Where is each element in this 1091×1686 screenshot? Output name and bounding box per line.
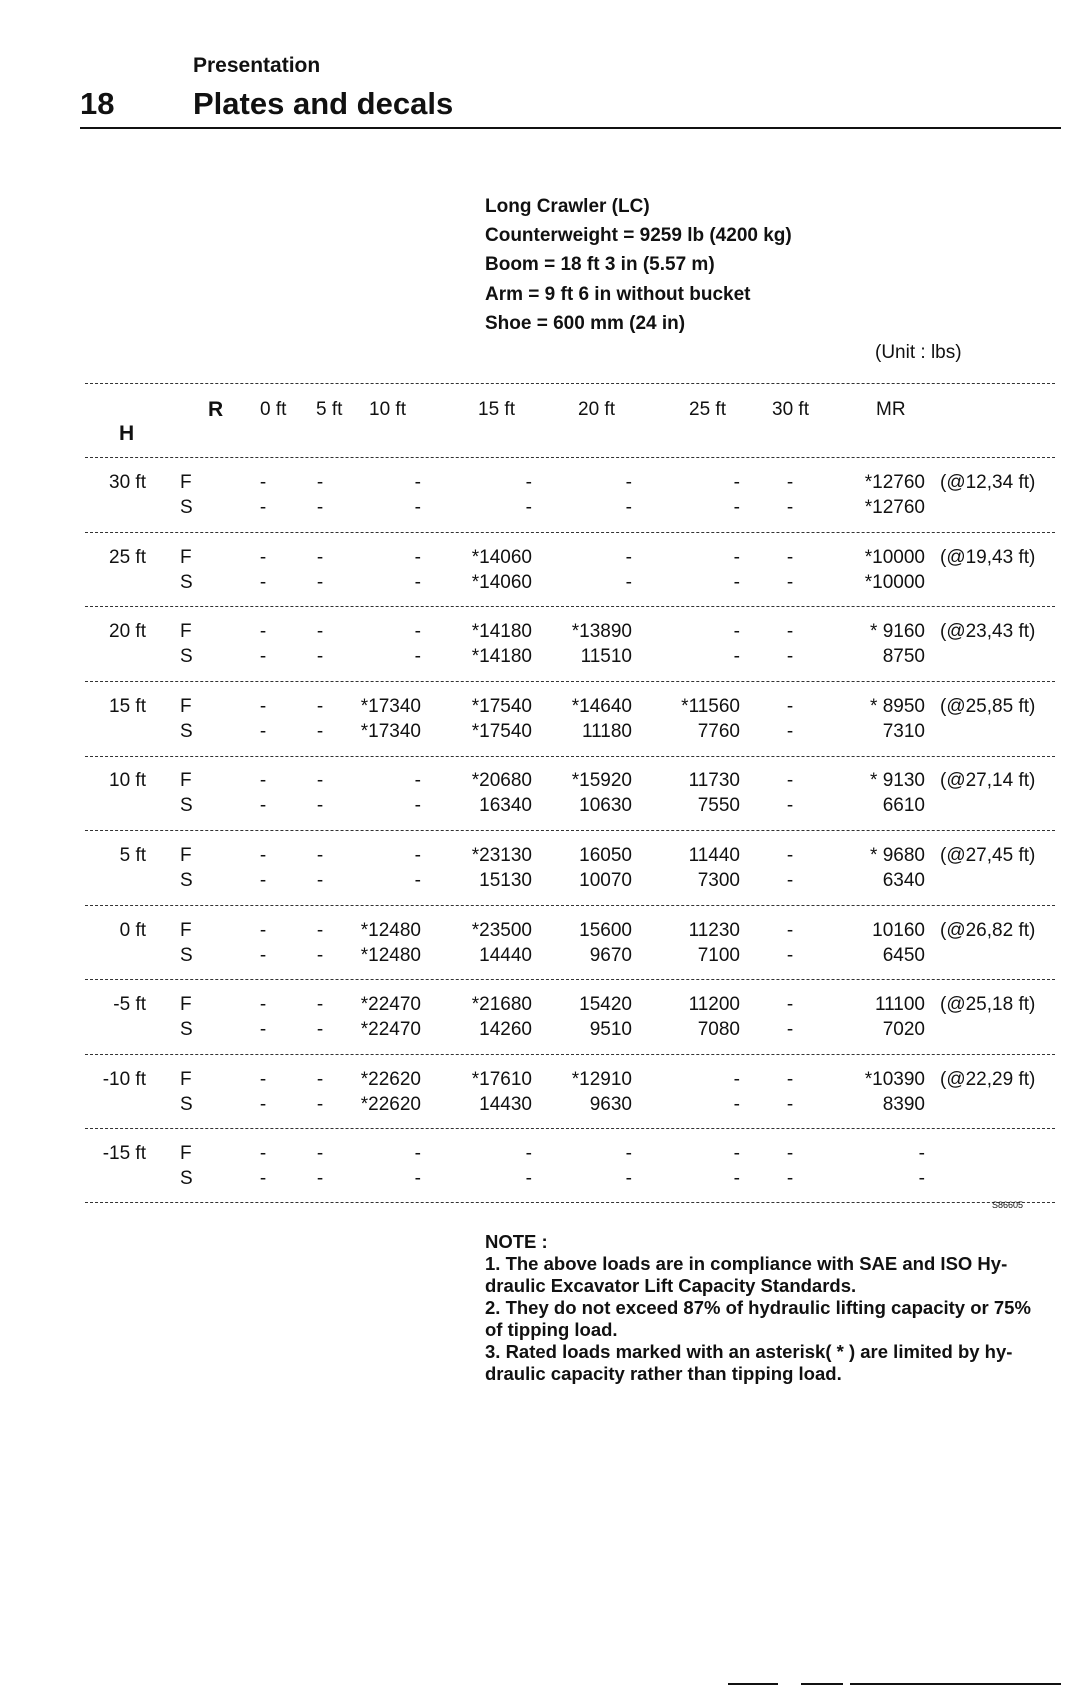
capacity-value: *12910: [571, 1068, 632, 1090]
capacity-value: -: [786, 646, 794, 668]
row-type-label: S: [180, 646, 193, 668]
capacity-value: -: [414, 472, 421, 493]
note-line: of tipping load.: [485, 1319, 618, 1340]
capacity-value: 10630: [579, 795, 632, 817]
capacity-value: *13890: [571, 621, 632, 643]
column-header: 0 ft: [260, 399, 287, 420]
capacity-value: -: [259, 1168, 267, 1190]
capacity-value: 16340: [479, 795, 532, 817]
capacity-value: -: [316, 571, 324, 593]
capacity-value: -: [786, 720, 794, 742]
capacity-value: -: [316, 994, 324, 1016]
capacity-value: *14180: [471, 646, 532, 668]
capacity-value: *21680: [471, 994, 532, 1016]
capacity-value: 6340: [882, 870, 925, 891]
row-type-label: S: [180, 571, 193, 593]
capacity-value: 14430: [479, 1093, 532, 1115]
capacity-value: -: [316, 695, 324, 717]
capacity-value: *12760: [864, 497, 925, 518]
column-header: 5 ft: [316, 399, 343, 420]
spec-line: Long Crawler (LC): [485, 196, 650, 217]
capacity-value: -: [786, 1168, 794, 1190]
capacity-value: -: [733, 1168, 740, 1190]
capacity-value: *23500: [471, 919, 532, 941]
dashed-separator: [85, 681, 1055, 682]
spec-line: Shoe = 600 mm (24 in): [485, 313, 686, 334]
capacity-value: *22470: [360, 994, 421, 1016]
capacity-value: 15420: [579, 994, 632, 1016]
height-label: -5 ft: [113, 994, 146, 1016]
capacity-value: -: [259, 795, 267, 817]
row-type-label: F: [180, 1068, 192, 1090]
page-title: Plates and decals: [193, 86, 454, 121]
capacity-value: -: [625, 497, 632, 518]
capacity-value: -: [733, 646, 740, 668]
capacity-value: *10000: [864, 571, 925, 593]
capacity-value: *14640: [571, 695, 632, 717]
capacity-value: -: [733, 1068, 740, 1090]
unit-label: (Unit : lbs): [875, 342, 962, 363]
capacity-value: -: [259, 1019, 267, 1041]
capacity-value: -: [259, 994, 267, 1016]
capacity-value: -: [786, 845, 794, 866]
note-heading: NOTE :: [485, 1231, 548, 1252]
height-label: 5 ft: [119, 845, 146, 866]
height-label: -15 ft: [102, 1143, 146, 1165]
max-reach-note: (@22,29 ft): [940, 1068, 1036, 1090]
drawing-code: S86605: [992, 1200, 1024, 1210]
capacity-value: -: [786, 795, 794, 817]
section-label: Presentation: [193, 54, 321, 77]
capacity-value: -: [316, 1093, 324, 1115]
capacity-value: 11440: [688, 845, 740, 866]
max-reach-note: (@12,34 ft): [940, 472, 1036, 493]
capacity-value: 6610: [882, 795, 925, 817]
row-type-label: F: [180, 621, 192, 643]
column-header: 30 ft: [772, 399, 809, 420]
max-reach-note: (@27,45 ft): [940, 845, 1036, 866]
row-type-label: S: [180, 720, 193, 742]
row-type-label: F: [180, 770, 192, 792]
capacity-value: -: [625, 546, 632, 568]
capacity-value: -: [414, 1143, 421, 1165]
capacity-value: -: [316, 770, 324, 792]
capacity-value: -: [316, 870, 324, 891]
row-type-label: S: [180, 1168, 193, 1190]
capacity-value: 7080: [697, 1019, 740, 1041]
row-type-label: S: [180, 497, 193, 518]
height-label: 25 ft: [109, 546, 146, 568]
row-type-label: S: [180, 944, 193, 966]
column-header: 10 ft: [369, 399, 406, 420]
capacity-value: 11180: [581, 720, 632, 742]
capacity-value: 10160: [872, 919, 925, 941]
dashed-separator: [85, 457, 1055, 458]
capacity-value: -: [786, 571, 794, 593]
capacity-value: *12760: [864, 472, 925, 493]
capacity-value: -: [259, 770, 267, 792]
capacity-value: 9630: [589, 1093, 632, 1115]
capacity-value: -: [316, 919, 324, 941]
capacity-value: * 9680: [870, 845, 925, 866]
height-label: 20 ft: [109, 621, 146, 643]
capacity-value: 11230: [688, 919, 740, 941]
capacity-value: 15600: [579, 919, 632, 941]
capacity-value: -: [316, 944, 324, 966]
footer-rule: [801, 1683, 843, 1685]
capacity-value: *15920: [571, 770, 632, 792]
capacity-value: -: [733, 621, 740, 643]
capacity-value: -: [918, 1168, 925, 1190]
capacity-value: -: [259, 944, 267, 966]
capacity-value: -: [733, 1093, 740, 1115]
spec-line: Boom = 18 ft 3 in (5.57 m): [485, 254, 715, 275]
height-label: 30 ft: [109, 472, 146, 493]
capacity-value: 11510: [580, 646, 632, 668]
capacity-value: -: [733, 546, 740, 568]
capacity-value: -: [316, 845, 324, 866]
capacity-value: -: [259, 845, 267, 866]
capacity-value: *17610: [471, 1068, 532, 1090]
capacity-value: 9510: [589, 1019, 632, 1041]
dashed-separator: [85, 1128, 1055, 1129]
capacity-value: 14440: [479, 944, 532, 966]
capacity-value: -: [733, 1143, 740, 1165]
height-label: -10 ft: [102, 1068, 146, 1090]
capacity-value: 8390: [882, 1093, 925, 1115]
capacity-value: -: [414, 571, 421, 593]
capacity-value: -: [525, 1168, 532, 1190]
note-line: 1. The above loads are in compliance with SAE and ISO Hy-: [485, 1253, 1008, 1274]
capacity-value: -: [316, 795, 324, 817]
capacity-value: * 9160: [870, 621, 925, 643]
capacity-value: -: [316, 472, 324, 493]
capacity-value: -: [625, 571, 632, 593]
spec-line: Counterweight = 9259 lb (4200 kg): [485, 225, 792, 246]
capacity-value: -: [316, 546, 324, 568]
capacity-value: -: [259, 571, 267, 593]
capacity-value: * 8950: [870, 695, 925, 717]
note-line: draulic capacity rather than tipping load.: [485, 1363, 842, 1384]
capacity-value: -: [414, 646, 421, 668]
capacity-value: -: [733, 571, 740, 593]
capacity-value: -: [414, 546, 421, 568]
capacity-value: *17540: [471, 720, 532, 742]
capacity-value: -: [625, 1143, 632, 1165]
capacity-value: *10390: [864, 1068, 925, 1090]
capacity-value: 16050: [579, 845, 632, 866]
capacity-value: -: [259, 919, 267, 941]
dashed-separator: [85, 830, 1055, 831]
r-axis-label: R: [208, 398, 224, 421]
row-type-label: F: [180, 919, 192, 941]
capacity-value: *17340: [360, 720, 421, 742]
capacity-value: -: [525, 497, 532, 518]
capacity-value: -: [733, 472, 740, 493]
capacity-value: -: [414, 621, 421, 643]
capacity-value: -: [414, 845, 421, 866]
max-reach-note: (@19,43 ft): [940, 546, 1036, 568]
capacity-value: -: [316, 621, 324, 643]
capacity-value: -: [786, 944, 794, 966]
column-header: 15 ft: [478, 399, 515, 420]
note-line: 2. They do not exceed 87% of hydraulic lifting capacity or 75%: [485, 1297, 1031, 1318]
row-type-label: S: [180, 1019, 193, 1041]
capacity-value: -: [918, 1143, 925, 1165]
capacity-value: 6450: [882, 944, 925, 966]
capacity-value: -: [259, 497, 267, 518]
row-type-label: F: [180, 472, 192, 493]
dashed-separator: [85, 979, 1055, 980]
capacity-value: -: [786, 919, 794, 941]
capacity-value: 8750: [882, 646, 925, 668]
row-type-label: F: [180, 994, 192, 1016]
capacity-value: -: [786, 770, 794, 792]
spec-line: Arm = 9 ft 6 in without bucket: [485, 284, 751, 305]
capacity-value: 7760: [697, 720, 740, 742]
height-label: 15 ft: [109, 695, 146, 717]
dashed-separator: [85, 532, 1055, 533]
capacity-value: 11200: [688, 994, 740, 1016]
capacity-value: 7310: [882, 720, 925, 742]
capacity-value: -: [259, 1093, 267, 1115]
capacity-value: -: [259, 646, 267, 668]
capacity-value: *11560: [681, 695, 740, 717]
footer-rule: [850, 1683, 1061, 1685]
capacity-value: -: [786, 1143, 794, 1165]
capacity-value: -: [316, 497, 324, 518]
dashed-separator: [85, 756, 1055, 757]
capacity-value: *12480: [360, 944, 421, 966]
dashed-separator: [85, 606, 1055, 607]
note-line: 3. Rated loads marked with an asterisk( * ) are limited by hy-: [485, 1341, 1013, 1362]
row-type-label: F: [180, 695, 192, 717]
capacity-value: -: [414, 1168, 421, 1190]
dashed-separator: [85, 1202, 1055, 1203]
capacity-value: *12480: [360, 919, 421, 941]
capacity-value: -: [259, 720, 267, 742]
capacity-value: -: [259, 621, 267, 643]
capacity-value: -: [786, 621, 794, 643]
capacity-value: *20680: [471, 770, 532, 792]
footer-rule: [728, 1683, 778, 1685]
capacity-value: -: [625, 472, 632, 493]
height-label: 0 ft: [119, 919, 146, 941]
column-header: MR: [876, 399, 906, 420]
page-number: 18: [80, 86, 115, 121]
capacity-value: *14060: [471, 546, 532, 568]
row-type-label: F: [180, 546, 192, 568]
max-reach-note: (@25,18 ft): [940, 994, 1036, 1016]
row-type-label: F: [180, 845, 192, 866]
capacity-value: 7100: [697, 944, 740, 966]
capacity-value: -: [259, 546, 267, 568]
capacity-value: 11730: [688, 770, 740, 792]
dashed-separator: [85, 383, 1055, 384]
capacity-value: -: [316, 1068, 324, 1090]
row-type-label: S: [180, 870, 193, 891]
capacity-value: -: [316, 1168, 324, 1190]
capacity-value: 14260: [479, 1019, 532, 1041]
capacity-value: *14060: [471, 571, 532, 593]
note-line: draulic Excavator Lift Capacity Standards.: [485, 1275, 857, 1296]
dashed-separator: [85, 905, 1055, 906]
capacity-value: -: [786, 870, 794, 891]
capacity-value: -: [525, 1143, 532, 1165]
capacity-value: -: [259, 1143, 267, 1165]
row-type-label: F: [180, 1143, 192, 1165]
max-reach-note: (@26,82 ft): [940, 919, 1036, 941]
capacity-value: 15130: [479, 870, 532, 891]
capacity-value: *17340: [360, 695, 421, 717]
capacity-value: *10000: [864, 546, 925, 568]
capacity-value: -: [414, 770, 421, 792]
capacity-value: -: [786, 1068, 794, 1090]
capacity-value: *14180: [471, 621, 532, 643]
capacity-value: -: [316, 720, 324, 742]
capacity-value: -: [316, 1019, 324, 1041]
capacity-value: * 9130: [870, 770, 925, 792]
capacity-value: -: [786, 695, 794, 717]
capacity-value: -: [259, 472, 267, 493]
max-reach-note: (@25,85 ft): [940, 695, 1036, 717]
capacity-value: -: [786, 994, 794, 1016]
capacity-value: -: [414, 795, 421, 817]
capacity-value: -: [786, 497, 794, 518]
max-reach-note: (@27,14 ft): [940, 770, 1036, 792]
capacity-value: -: [786, 1019, 794, 1041]
capacity-value: -: [786, 1093, 794, 1115]
capacity-value: 10070: [579, 870, 632, 891]
capacity-value: *22620: [360, 1068, 421, 1090]
capacity-value: -: [414, 870, 421, 891]
max-reach-note: (@23,43 ft): [940, 621, 1036, 643]
capacity-value: -: [733, 497, 740, 518]
row-type-label: S: [180, 1093, 193, 1115]
capacity-value: 11100: [874, 994, 925, 1016]
capacity-value: 7020: [882, 1019, 925, 1041]
capacity-value: -: [525, 472, 532, 493]
capacity-value: -: [316, 1143, 324, 1165]
capacity-value: *22470: [360, 1019, 421, 1041]
h-axis-label: H: [119, 422, 135, 445]
capacity-value: -: [316, 646, 324, 668]
capacity-value: -: [786, 546, 794, 568]
column-header: 20 ft: [578, 399, 615, 420]
height-label: 10 ft: [109, 770, 146, 792]
capacity-value: -: [414, 497, 421, 518]
capacity-value: -: [786, 472, 794, 493]
capacity-value: -: [259, 695, 267, 717]
row-type-label: S: [180, 795, 193, 817]
column-header: 25 ft: [689, 399, 726, 420]
capacity-value: *23130: [471, 845, 532, 866]
dashed-separator: [85, 1054, 1055, 1055]
capacity-value: -: [259, 870, 267, 891]
capacity-value: -: [259, 1068, 267, 1090]
capacity-value: 7300: [697, 870, 740, 891]
capacity-value: 9670: [589, 944, 632, 966]
capacity-value: 7550: [697, 795, 740, 817]
capacity-value: *22620: [360, 1093, 421, 1115]
header-rule: [80, 127, 1061, 129]
capacity-value: *17540: [471, 695, 532, 717]
capacity-value: -: [625, 1168, 632, 1190]
